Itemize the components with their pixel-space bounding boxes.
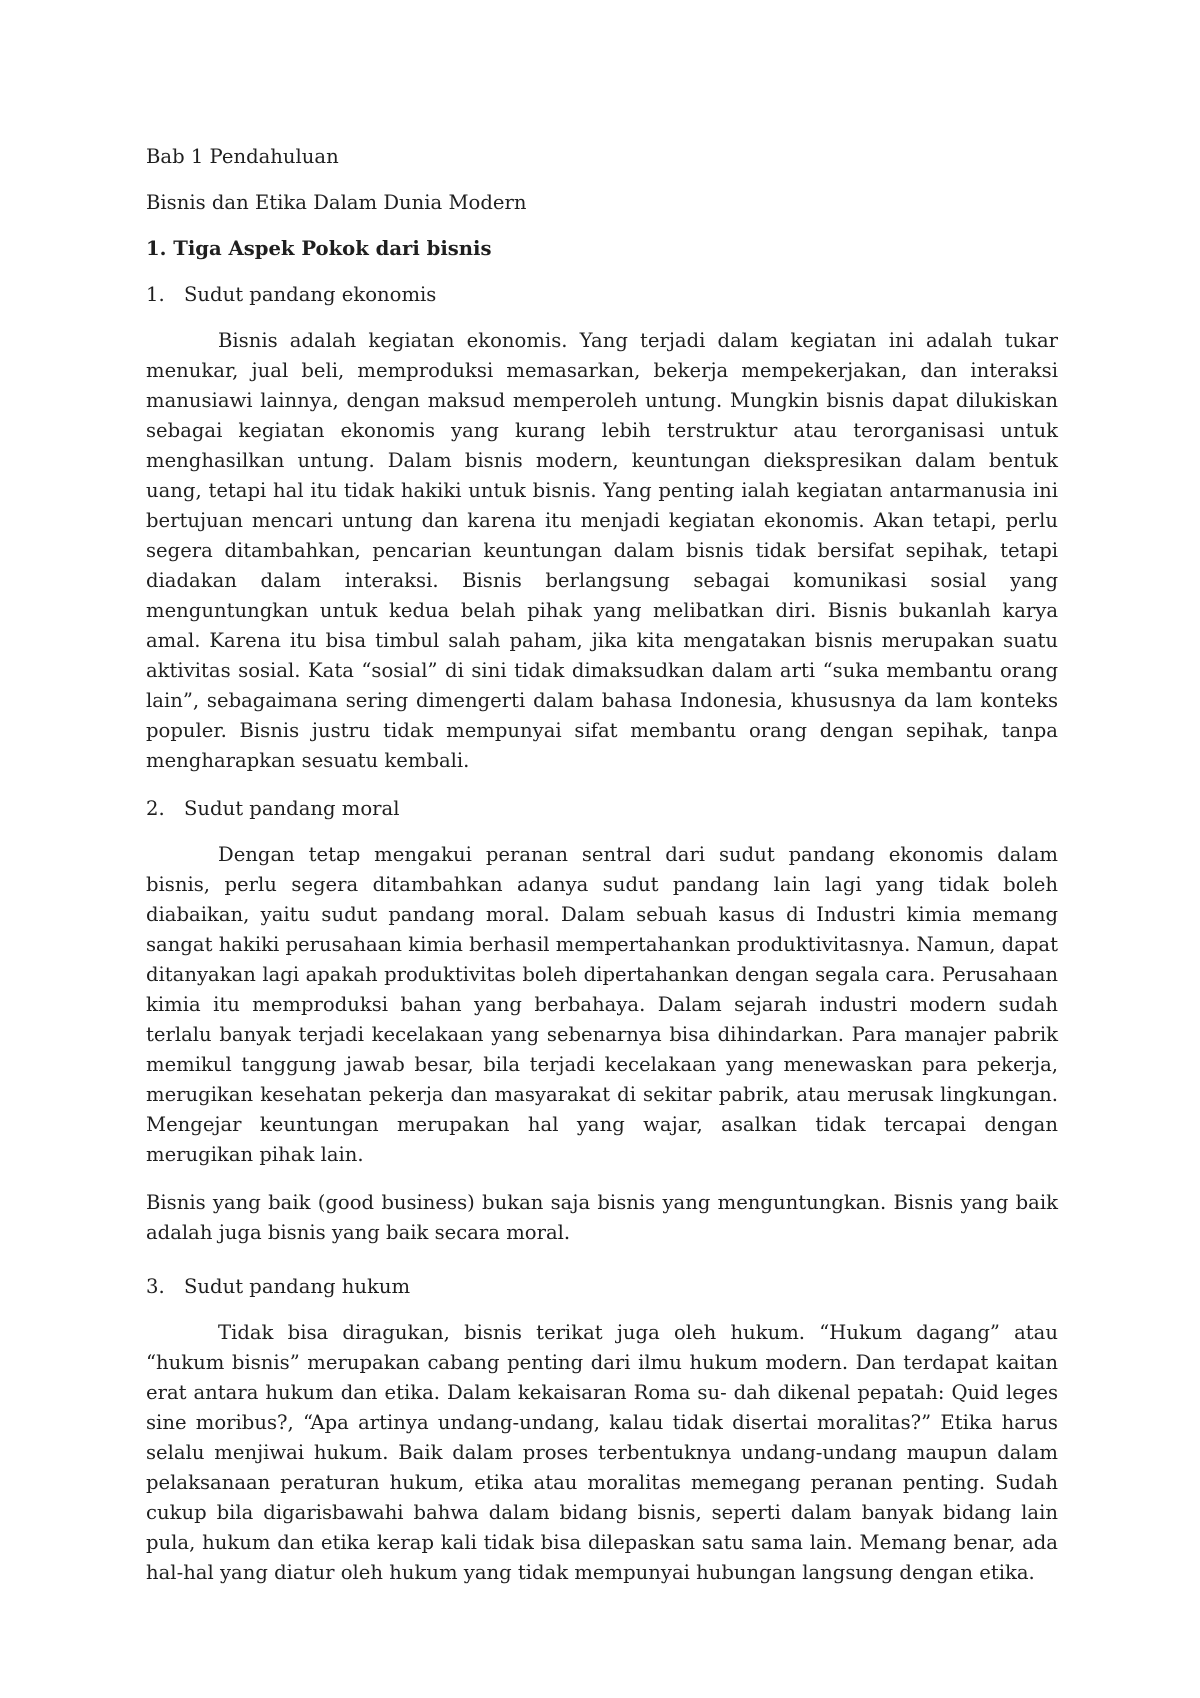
document-subtitle: Bisnis dan Etika Dalam Dunia Modern	[146, 191, 527, 214]
paragraph-economic: Bisnis adalah kegiatan ekonomis. Yang terjadi dalam kegiatan ini adalah tukar menukar, jual beli, memproduksi memasarkan, bekerja mempekerjakan, dan interaksi manusiawi lainnya, dengan maksud memperoleh untung. Mungkin bisnis dapat dilukiskan sebagai kegiatan ekonomis yang kurang lebih terstruktur atau terorganisasi untuk menghasilkan untung. Dalam bisnis modern, keuntungan diekspresikan dalam bentuk uang, tetapi hal itu tidak hakiki untuk bisnis. Yang penting ialah kegiatan antarmanusia ini bertujuan mencari untung dan karena itu menjadi kegiatan ekonomis. Akan tetapi, perlu segera ditambahkan, pencarian keuntungan dalam bisnis tidak bersifat sepihak, tetapi diadakan dalam interaksi. Bisnis berlangsung sebagai komunikasi sosial yang menguntungkan untuk kedua belah pihak yang melibatkan diri. Bisnis bukanlah karya amal. Karena itu bisa timbul salah paham, jika kita mengatakan bisnis merupakan suatu aktivitas sosial. Kata “sosial” di sini tidak dimaksudkan dalam arti “suka membantu orang lain”, sebagaimana sering dimengerti dalam bahasa Indonesia, khususnya da lam konteks populer. Bisnis justru tidak mempunyai sifat membantu orang dengan sepihak, tanpa mengharapkan sesuatu kembali.	[146, 329, 1058, 772]
paragraph-legal: Tidak bisa diragukan, bisnis terikat juga oleh hukum. “Hukum dagang” atau “hukum bisnis” merupakan cabang penting dari ilmu hukum modern. Dan terdapat kaitan erat antara hukum dan etika. Dalam kekaisaran Roma su- dah dikenal pepatah: Quid leges sine moribus?, “Apa artinya undang-undang, kalau tidak disertai moralitas?” Etika harus selalu menjiwai hukum. Baik dalam proses terbentuknya undang-undang maupun dalam pelaksanaan peraturan hukum, etika atau moralitas memegang peranan penting. Sudah cukup bila digarisbawahi bahwa dalam bidang bisnis, seperti dalam banyak bidang lain pula, hukum dan etika kerap kali tidak bisa dilepaskan satu sama lain. Memang benar, ada hal-hal yang diatur oleh hukum yang tidak mempunyai hubungan langsung dengan etika.	[146, 1321, 1058, 1584]
list-item-economic	[146, 280, 1058, 310]
paragraph-moral: Dengan tetap mengakui peranan sentral dari sudut pandang ekonomis dalam bisnis, perlu segera ditambahkan adanya sudut pandang lain lagi yang tidak boleh diabaikan, yaitu sudut pandang moral. Dalam sebuah kasus di Industri kimia memang sangat hakiki perusahaan kimia berhasil mempertahankan produktivitasnya. Namun, dapat ditanyakan lagi apakah produktivitas boleh dipertahankan dengan segala cara. Perusahaan kimia itu memproduksi bahan yang berbahaya. Dalam sejarah industri modern sudah terlalu banyak terjadi kecelakaan yang sebenarnya bisa dihindarkan. Para manajer pabrik memikul tanggung jawab besar, bila terjadi kecelakaan yang menewaskan para pekerja, merugikan kesehatan pekerja dan masyarakat di sekitar pabrik, atau merusak lingkungan. Mengejar keuntungan merupakan hal yang wajar, asalkan tidak tercapai dengan merugikan pihak lain.	[146, 843, 1058, 1166]
list-item-title: Sudut pandang moral	[184, 797, 400, 820]
document-page	[146, 142, 1058, 1606]
section-heading: 1. Tiga Aspek Pokok dari bisnis	[146, 237, 492, 260]
list-item-number: 3.	[146, 1275, 165, 1298]
list-item-title: Sudut pandang ekonomis	[184, 283, 437, 306]
list-item-legal	[146, 1272, 1058, 1302]
list-item-moral	[146, 794, 1058, 824]
list-item-number: 1.	[146, 283, 165, 306]
chapter-title: Bab 1 Pendahuluan	[146, 145, 339, 168]
paragraph-good-business: Bisnis yang baik (good business) bukan saja bisnis yang menguntungkan. Bisnis yang baik adalah juga bisnis yang baik secara moral.	[146, 1191, 1058, 1244]
list-item-number: 2.	[146, 797, 165, 820]
list-item-title: Sudut pandang hukum	[184, 1275, 411, 1298]
